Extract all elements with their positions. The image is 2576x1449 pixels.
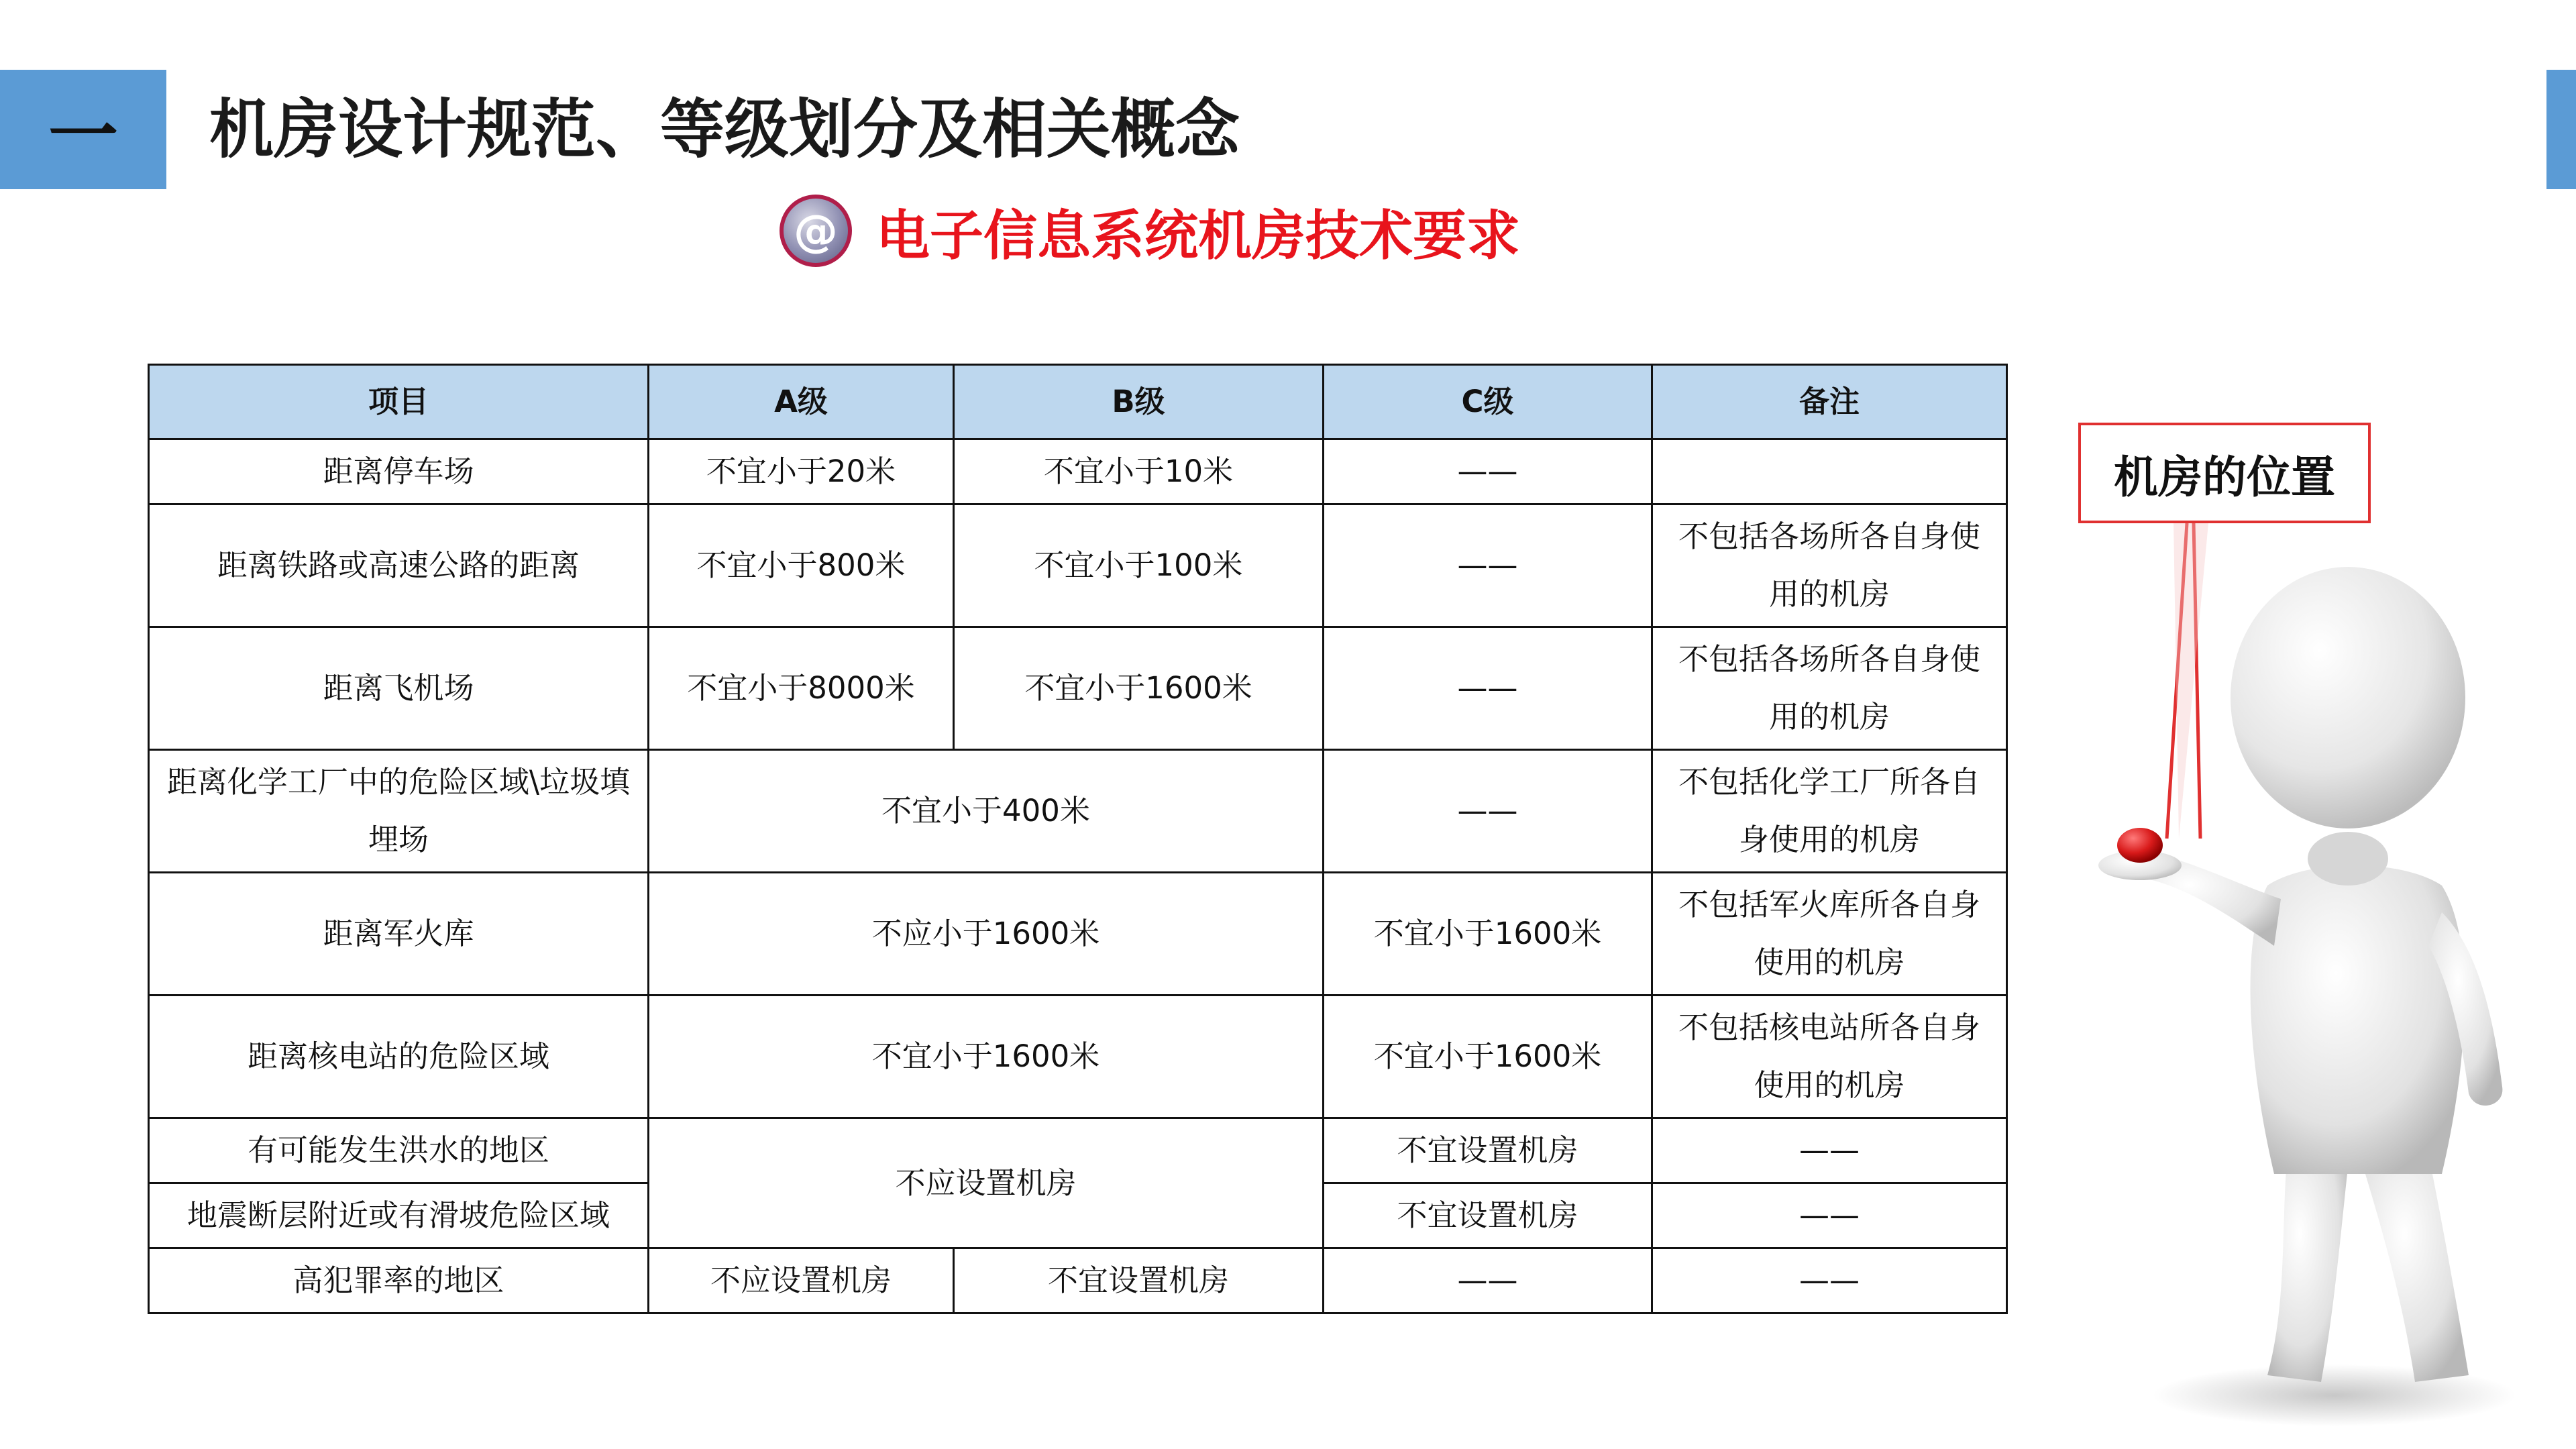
table-row [149, 439, 2007, 504]
table-row [149, 1248, 2007, 1313]
cell-note: —— [1652, 1183, 2007, 1248]
subtitle-row [780, 191, 1520, 271]
cell-note: —— [1652, 1248, 2007, 1313]
cell-item: 高犯罪率的地区 [149, 1248, 649, 1313]
page-title: 机房设计规范、等级划分及相关概念 [209, 91, 1240, 167]
header-grade-c: C级 [1324, 365, 1652, 439]
at-sign-icon: @ [780, 195, 852, 267]
cell-item: 距离化学工厂中的危险区域\垃圾填埋场 [149, 750, 649, 873]
header-item: 项目 [149, 365, 649, 439]
cell-note: 不包括核电站所各自身使用的机房 [1652, 996, 2007, 1118]
cell-grade-ab: 不宜小于400米 [649, 750, 1324, 873]
cell-grade-c: 不宜设置机房 [1324, 1183, 1652, 1248]
cell-item: 距离飞机场 [149, 627, 649, 750]
cell-note: 不包括各场所各自身使用的机房 [1652, 627, 2007, 750]
table-row [149, 627, 2007, 750]
cell-grade-b: 不宜小于10米 [954, 439, 1324, 504]
cell-item: 距离军火库 [149, 873, 649, 996]
table-row [149, 504, 2007, 627]
table-row [149, 1118, 2007, 1183]
cell-grade-c: 不宜设置机房 [1324, 1118, 1652, 1183]
requirements-table [148, 364, 2008, 1314]
cell-grade-c: —— [1324, 750, 1652, 873]
section-number: 一 [0, 70, 166, 189]
cell-grade-c: 不宜小于1600米 [1324, 873, 1652, 996]
table-row [149, 750, 2007, 873]
cell-grade-c: —— [1324, 504, 1652, 627]
cell-grade-ab: 不应小于1600米 [649, 873, 1324, 996]
cell-item: 距离铁路或高速公路的距离 [149, 504, 649, 627]
cell-item: 有可能发生洪水的地区 [149, 1118, 649, 1183]
cell-item: 距离停车场 [149, 439, 649, 504]
header-note: 备注 [1652, 365, 2007, 439]
location-callout: 机房的位置 [2078, 423, 2371, 523]
cell-grade-b: 不宜小于100米 [954, 504, 1324, 627]
cell-grade-c: —— [1324, 627, 1652, 750]
cell-grade-c: 不宜小于1600米 [1324, 996, 1652, 1118]
subtitle: 电子信息系统机房技术要求 [876, 204, 1520, 267]
cell-grade-a: 不宜小于800米 [649, 504, 954, 627]
cell-item: 地震断层附近或有滑坡危险区域 [149, 1183, 649, 1248]
cell-grade-b: 不宜设置机房 [954, 1248, 1324, 1313]
cell-grade-ab: 不宜小于1600米 [649, 996, 1324, 1118]
table-header-row [149, 365, 2007, 439]
cell-grade-b: 不宜小于1600米 [954, 627, 1324, 750]
right-accent-bar [2546, 70, 2576, 189]
table-row [149, 873, 2007, 996]
cell-item: 距离核电站的危险区域 [149, 996, 649, 1118]
figure-head [2231, 567, 2465, 828]
cell-note: —— [1652, 1118, 2007, 1183]
header-grade-b: B级 [954, 365, 1324, 439]
cell-note: 不包括军火库所各自身使用的机房 [1652, 873, 2007, 996]
cell-grade-c: —— [1324, 1248, 1652, 1313]
cell-grade-a: 不宜小于8000米 [649, 627, 954, 750]
cell-grade-a: 不宜小于20米 [649, 439, 954, 504]
cell-note: 不包括各场所各自身使用的机房 [1652, 504, 2007, 627]
table-row [149, 996, 2007, 1118]
cell-note [1652, 439, 2007, 504]
cell-grade-ab: 不应设置机房 [649, 1118, 1324, 1248]
figure-body [2251, 865, 2465, 1174]
figure-illustration [2066, 510, 2522, 1429]
cell-grade-c: —— [1324, 439, 1652, 504]
cell-note: 不包括化学工厂所各自身使用的机房 [1652, 750, 2007, 873]
figure-legs [2267, 1154, 2348, 1382]
header-grade-a: A级 [649, 365, 954, 439]
red-ball [2117, 828, 2163, 863]
cell-grade-a: 不应设置机房 [649, 1248, 954, 1313]
